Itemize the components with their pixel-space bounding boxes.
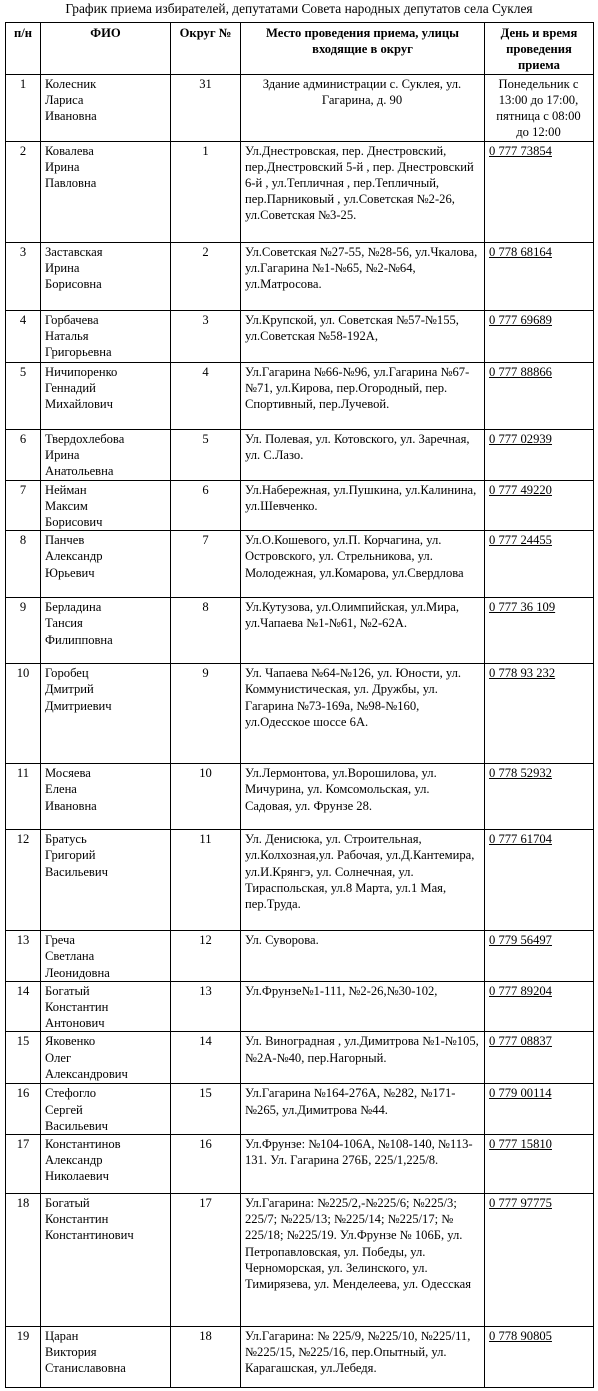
deputy-name-part: Александрович — [45, 1066, 128, 1081]
reception-place: Ул.Днестровская, пер. Днестровский, пер.Днестровский 5-й , пер. Днестровский 6-й , ул.Тепличная , пер.Тепличный, пер.Парниковый , ул.Советская №2-26, ул.Советская №3-25. — [241, 141, 485, 242]
deputy-name-part: Богатый — [45, 1196, 90, 1211]
deputy-name-part: Филипповна — [45, 632, 113, 647]
deputy-name — [41, 981, 171, 1032]
deputy-name-part: Константинович — [45, 1228, 134, 1243]
phone-number-text: 0 777 24455 — [489, 533, 552, 548]
phone-number — [485, 664, 594, 764]
deputy-name-part: Дмитрий — [45, 682, 94, 697]
phone-number — [485, 1084, 594, 1135]
page-title: График приема избирателей, депутатами Совета народных депутатов села Суклея — [65, 1, 533, 16]
district-number: 6 — [171, 480, 241, 531]
reception-place: Ул.Фрунзе№1-111, №2-26,№30-102, — [241, 981, 485, 1032]
table-row — [6, 531, 594, 598]
deputy-name-part: Ковалева — [45, 143, 94, 158]
deputy-name-part: Виктория — [45, 1345, 97, 1360]
table-row — [6, 1084, 594, 1135]
district-number: 31 — [171, 74, 241, 141]
deputy-name-part: Горобец — [45, 666, 89, 681]
deputy-name — [41, 1084, 171, 1135]
deputy-name-part: Константин — [45, 1000, 109, 1015]
phone-number-text: 0 777 15810 — [489, 1137, 552, 1152]
row-number: 15 — [6, 1032, 41, 1084]
row-number: 4 — [6, 310, 41, 362]
table-row — [6, 1135, 594, 1194]
deputy-name-part: Берладина — [45, 600, 102, 615]
deputy-name-part: Колесник — [45, 76, 97, 91]
deputy-name-part: Станиславовна — [45, 1361, 126, 1376]
deputy-name-part: Панчев — [45, 533, 85, 548]
district-number: 13 — [171, 981, 241, 1032]
reception-place: Ул. Полевая, ул. Котовского, ул. Заречная, ул. С.Лазо. — [241, 429, 485, 480]
phone-number-text: 0 779 00114 — [489, 1086, 552, 1101]
table-row — [6, 362, 594, 429]
deputy-name-part: Олег — [45, 1050, 72, 1065]
deputy-name-part: Дмитриевич — [45, 698, 112, 713]
table-row — [6, 429, 594, 480]
deputy-name — [41, 931, 171, 982]
row-number: 13 — [6, 931, 41, 982]
deputy-name-part: Юрьевич — [45, 565, 95, 580]
phone-number — [485, 531, 594, 598]
district-number: 11 — [171, 830, 241, 931]
deputy-name-part: Светлана — [45, 949, 95, 964]
row-number: 14 — [6, 981, 41, 1032]
deputy-name — [41, 598, 171, 664]
district-number: 17 — [171, 1194, 241, 1327]
phone-number-text: 0 777 49220 — [489, 482, 552, 497]
district-number: 12 — [171, 931, 241, 982]
district-number: 3 — [171, 310, 241, 362]
deputy-name-part: Павловна — [45, 176, 97, 191]
district-number: 5 — [171, 429, 241, 480]
phone-number — [485, 362, 594, 429]
row-number: 9 — [6, 598, 41, 664]
deputy-name — [41, 1194, 171, 1327]
deputy-name-part: Васильевич — [45, 864, 108, 879]
table-body — [6, 74, 594, 1387]
deputy-name-part: Богатый — [45, 983, 90, 998]
deputy-name-part: Ивановна — [45, 798, 97, 813]
header-time: День и время проведения приема — [485, 23, 594, 75]
row-number: 19 — [6, 1327, 41, 1388]
deputy-name-part: Братусь — [45, 832, 87, 847]
phone-number-text: 0 777 61704 — [489, 832, 552, 847]
phone-number — [485, 931, 594, 982]
reception-place: Здание администрации с. Суклея, ул. Гагарина, д. 90 — [241, 74, 485, 141]
table-header-row — [6, 23, 594, 75]
phone-number-text: 0 777 36 109 — [489, 600, 556, 615]
phone-number-text: 0 777 08837 — [489, 1034, 552, 1049]
phone-number-text: 0 777 73854 — [489, 143, 552, 158]
deputy-name-part: Ирина — [45, 447, 80, 462]
reception-place: Ул.Советская №27-55, №28-56, ул.Чкалова, ул.Гагарина №1-№65, №2-№64, ул.Матросова. — [241, 242, 485, 310]
reception-place: Ул.Гагарина №164-276А, №282, №171-№265, ул.Димитрова №44. — [241, 1084, 485, 1135]
district-number: 14 — [171, 1032, 241, 1084]
table-row — [6, 480, 594, 531]
row-number: 6 — [6, 429, 41, 480]
phone-number-text: 0 778 90805 — [489, 1329, 552, 1344]
row-number: 3 — [6, 242, 41, 310]
row-number: 16 — [6, 1084, 41, 1135]
deputy-name-part: Греча — [45, 933, 75, 948]
deputy-name-part: Мосяева — [45, 766, 91, 781]
row-number: 10 — [6, 664, 41, 764]
reception-place: Ул. Чапаева №64-№126, ул. Юности, ул. Коммунистическая, ул. Дружбы, ул. Гагарина №73-169а, №98-№160, ул.Одесское шоссе 6А. — [241, 664, 485, 764]
reception-place: Ул.Кутузова, ул.Олимпийская, ул.Мира, ул.Чапаева №1-№61, №2-62А. — [241, 598, 485, 664]
phone-number — [485, 598, 594, 664]
reception-place: Ул.Фрунзе: №104-106А, №108-140, №113-131. Ул. Гагарина 276Б, 225/1,225/8. — [241, 1135, 485, 1194]
table-row — [6, 1194, 594, 1327]
table-row — [6, 310, 594, 362]
deputy-name — [41, 1327, 171, 1388]
row-number: 17 — [6, 1135, 41, 1194]
deputy-name-part: Лариса — [45, 92, 84, 107]
deputy-name-part: Васильевич — [45, 1118, 108, 1133]
header-num: п/н — [6, 23, 41, 75]
district-number: 1 — [171, 141, 241, 242]
deputy-name-part: Елена — [45, 782, 77, 797]
reception-place: Ул. Суворова. — [241, 931, 485, 982]
deputy-name-part: Ирина — [45, 159, 80, 174]
deputy-name — [41, 429, 171, 480]
deputy-name — [41, 664, 171, 764]
reception-place: Ул.Гагарина №66-№96, ул.Гагарина №67-№71, ул.Кирова, пер.Огородный, пер. Спортивный, пер.Лучевой. — [241, 362, 485, 429]
deputy-name-part: Михайлович — [45, 397, 113, 412]
header-fio: ФИО — [41, 23, 171, 75]
reception-place: Ул.О.Кошевого, ул.П. Корчагина, ул. Островского, ул. Стрельникова, ул. Молодежная, ул.Комарова, ул.Свердлова — [241, 531, 485, 598]
deputy-name-part: Борисович — [45, 515, 103, 530]
reception-place: Ул.Гагарина: № 225/9, №225/10, №225/11, №225/15, №225/16, пер.Опытный, ул. Карагашская, ул.Лебедя. — [241, 1327, 485, 1388]
header-place: Место проведения приема, улицы входящие в округ — [241, 23, 485, 75]
deputy-name — [41, 830, 171, 931]
reception-time: Понедельник с 13:00 до 17:00, пятница с 08:00 до 12:00 — [485, 74, 594, 141]
phone-number — [485, 310, 594, 362]
deputy-name-part: Нейман — [45, 482, 87, 497]
phone-number-text: 0 777 89204 — [489, 983, 552, 998]
deputy-name-part: Александр — [45, 549, 103, 564]
deputy-name — [41, 310, 171, 362]
deputy-name-part: Антонович — [45, 1016, 105, 1031]
deputy-name-part: Сергей — [45, 1102, 83, 1117]
deputy-name — [41, 1135, 171, 1194]
district-number: 2 — [171, 242, 241, 310]
district-number: 15 — [171, 1084, 241, 1135]
deputy-name-part: Константинов — [45, 1137, 121, 1152]
district-number: 7 — [171, 531, 241, 598]
deputy-name-part: Наталья — [45, 328, 89, 343]
reception-schedule-table — [5, 22, 594, 1388]
deputy-name — [41, 531, 171, 598]
table-row — [6, 664, 594, 764]
district-number: 18 — [171, 1327, 241, 1388]
table-row — [6, 830, 594, 931]
header-okrug: Округ № — [171, 23, 241, 75]
phone-number — [485, 1327, 594, 1388]
deputy-name — [41, 764, 171, 830]
row-number: 18 — [6, 1194, 41, 1327]
deputy-name-part: Тансия — [45, 616, 83, 631]
phone-number-text: 0 777 02939 — [489, 431, 552, 446]
deputy-name-part: Григорий — [45, 848, 96, 863]
phone-number — [485, 1194, 594, 1327]
district-number: 4 — [171, 362, 241, 429]
table-row — [6, 74, 594, 141]
deputy-name-part: Твердохлебова — [45, 431, 125, 446]
phone-number-text: 0 778 68164 — [489, 244, 552, 259]
phone-number-text: 0 777 97775 — [489, 1196, 552, 1211]
deputy-name-part: Максим — [45, 498, 88, 513]
deputy-name — [41, 362, 171, 429]
deputy-name — [41, 141, 171, 242]
deputy-name — [41, 242, 171, 310]
row-number: 8 — [6, 531, 41, 598]
table-row — [6, 931, 594, 982]
row-number: 7 — [6, 480, 41, 531]
table-row — [6, 1032, 594, 1084]
deputy-name-part: Леонидовна — [45, 965, 110, 980]
deputy-name-part: Григорьевна — [45, 345, 112, 360]
phone-number — [485, 981, 594, 1032]
phone-number — [485, 429, 594, 480]
deputy-name-part: Константин — [45, 1212, 109, 1227]
phone-number-text: 0 777 88866 — [489, 364, 552, 379]
reception-place: Ул.Лермонтова, ул.Ворошилова, ул. Мичурина, ул. Комсомольская, ул. Садовая, ул. Фрунзе 28. — [241, 764, 485, 830]
reception-place: Ул. Виноградная , ул.Димитрова №1-№105, №2А-№40, пер.Нагорный. — [241, 1032, 485, 1084]
row-number: 5 — [6, 362, 41, 429]
phone-number — [485, 830, 594, 931]
deputy-name-part: Ничипоренко — [45, 364, 118, 379]
deputy-name-part: Геннадий — [45, 380, 96, 395]
phone-number — [485, 242, 594, 310]
reception-place: Ул.Набережная, ул.Пушкина, ул.Калинина, ул.Шевченко. — [241, 480, 485, 531]
phone-number-text: 0 778 52932 — [489, 766, 552, 781]
phone-number — [485, 480, 594, 531]
table-row — [6, 141, 594, 242]
table-row — [6, 981, 594, 1032]
reception-place: Ул.Крупской, ул. Советская №57-№155, ул.Советская №58-192А, — [241, 310, 485, 362]
deputy-name — [41, 74, 171, 141]
phone-number-text: 0 777 69689 — [489, 312, 552, 327]
reception-place: Ул. Денисюка, ул. Строительная, ул.Колхозная,ул. Рабочая, ул.Д.Кантемира, ул.И.Крянгэ, ул. Солнечная, ул. Тираспольская, ул.8 Марта, ул.1 Мая, пер.Труда. — [241, 830, 485, 931]
phone-number-text: 0 778 93 232 — [489, 666, 556, 681]
deputy-name-part: Стефогло — [45, 1086, 97, 1101]
district-number: 8 — [171, 598, 241, 664]
district-number: 16 — [171, 1135, 241, 1194]
row-number: 1 — [6, 74, 41, 141]
deputy-name-part: Николаевич — [45, 1169, 109, 1184]
deputy-name — [41, 1032, 171, 1084]
deputy-name-part: Борисовна — [45, 277, 102, 292]
table-row — [6, 1327, 594, 1388]
deputy-name-part: Ивановна — [45, 109, 97, 124]
table-row — [6, 764, 594, 830]
deputy-name-part: Царан — [45, 1329, 79, 1344]
phone-number-text: 0 779 56497 — [489, 933, 552, 948]
table-row — [6, 242, 594, 310]
deputy-name-part: Ирина — [45, 260, 80, 275]
deputy-name-part: Горбачева — [45, 312, 99, 327]
phone-number — [485, 1032, 594, 1084]
deputy-name-part: Александр — [45, 1153, 103, 1168]
district-number: 9 — [171, 664, 241, 764]
district-number: 10 — [171, 764, 241, 830]
deputy-name-part: Заставская — [45, 244, 103, 259]
row-number: 12 — [6, 830, 41, 931]
deputy-name-part: Яковенко — [45, 1034, 96, 1049]
row-number: 11 — [6, 764, 41, 830]
phone-number — [485, 764, 594, 830]
reception-place: Ул.Гагарина: №225/2,-№225/6; №225/3; 225/7; №225/13; №225/14; №225/17; № 225/18; №225/19. Ул.Фрунзе № 106Б, ул. Петропавловская, ул. Победы, ул. Черноморская, ул. Зелинского, ул. Тимирязева, ул. Менделеева, ул. Одесская — [241, 1194, 485, 1327]
phone-number — [485, 141, 594, 242]
deputy-name — [41, 480, 171, 531]
table-row — [6, 598, 594, 664]
row-number: 2 — [6, 141, 41, 242]
deputy-name-part: Анатольевна — [45, 464, 114, 479]
phone-number — [485, 1135, 594, 1194]
